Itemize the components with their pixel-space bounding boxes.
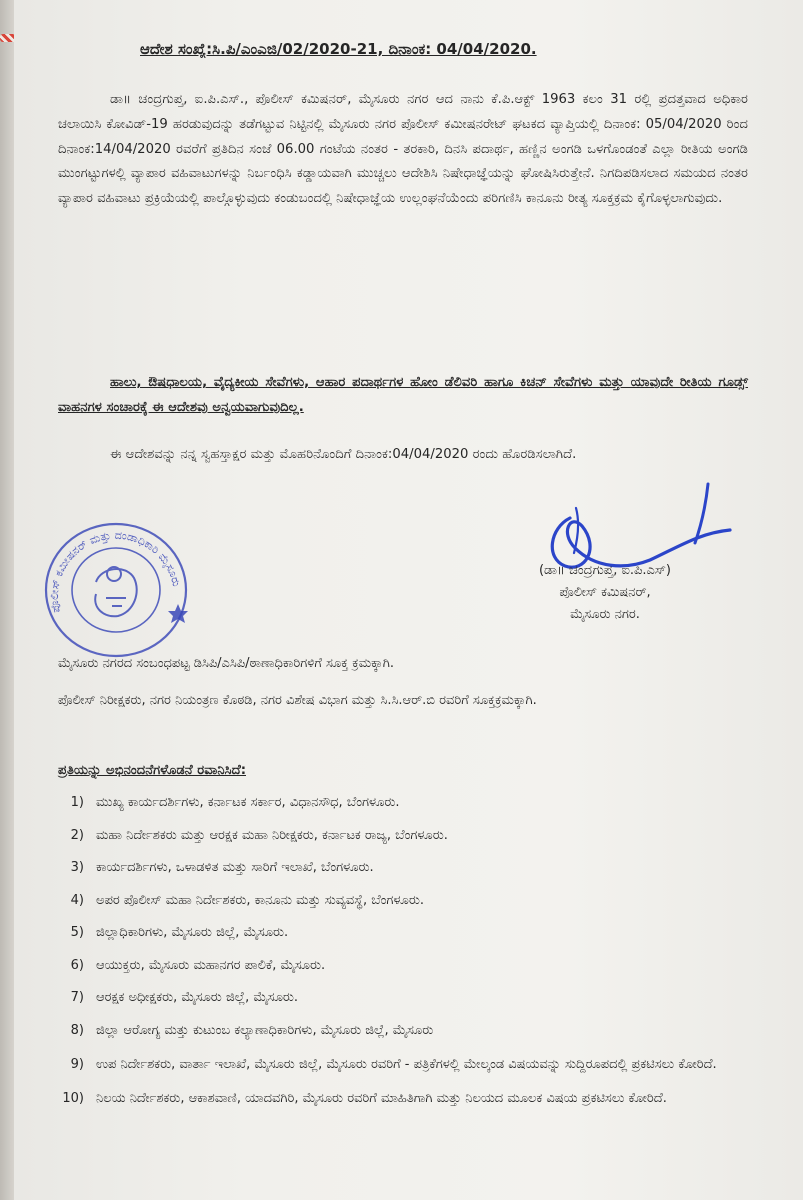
signatory-place: ಮೈಸೂರು ನಗರ. (570, 607, 640, 622)
list-item: 10) ನಿಲಯ ನಿರ್ದೇಶಕರು, ಆಕಾಶವಾಣಿ, ಯಾದವಗಿರಿ, ಮೈಸೂರು ರವರಿಗೆ ಮಾಹಿತಿಗಾಗಿ ಮತ್ತು ನಿಲಯದ ಮೂಲಕ ವಿಷಯ ಪ್ರಕಟಿಸಲು ಕೋರಿದೆ. (62, 1091, 667, 1106)
cc-line-1: ಮೈಸೂರು ನಗರದ ಸಂಬಂಧಪಟ್ಟ ಡಿಸಿಪಿ/ಎಸಿಪಿ/ಠಾಣಾಧಿಕಾರಿಗಳಿಗೆ ಸೂಕ್ತ ಕ್ರಮಕ್ಕಾಗಿ. (58, 656, 394, 671)
list-item: 4) ಅಪರ ಪೊಲೀಸ್ ಮಹಾ ನಿರ್ದೇಶಕರು, ಕಾನೂನು ಮತ್ತು ಸುವ್ಯವಸ್ಥೆ, ಬೆಂಗಳೂರು. (70, 892, 424, 908)
list-item: 6) ಆಯುಕ್ತರು, ಮೈಸೂರು ಮಹಾನಗರ ಪಾಲಿಕೆ, ಮೈಸೂರು. (70, 957, 326, 973)
order-paragraph-1: ಡಾ॥ ಚಂದ್ರಗುಪ್ತ, ಐ.ಪಿ.ಎಸ್., ಪೊಲೀಸ್ ಕಮಿಷನರ್, ಮೈಸೂರು ನಗರ ಆದ ನಾನು ಕೆ.ಪಿ.ಆಕ್ಟ್ 1963 ಕಲಂ 31 ರಲ್ಲಿ ಪ್ರದತ್ತವಾದ ಅಧಿಕಾರ ಚಲಾಯಿಸಿ ಕೋವಿಡ್-19 ಹರಡುವುದನ್ನು ತಡೆಗಟ್ಟುವ ನಿಟ್ಟಿನಲ್ಲಿ ಮೈಸೂರು ನಗರ ಪೊಲೀಸ್ ಕಮೀಷನರೇಟ್ ಘಟಕದ ವ್ಯಾಪ್ತಿಯಲ್ಲಿ ದಿನಾಂಕ: 05/04/2020 ರಿಂದ ದಿನಾಂಕ:14/04/2020 ರವರೆಗೆ ಪ್ರತಿದಿನ ಸಂಜೆ 06.00 ಗಂಟೆಯ ನಂತರ - ತರಕಾರಿ, ದಿನಸಿ ಪದಾರ್ಥ, ಹಣ್ಣಿನ ಅಂಗಡಿ ಒಳಗೊಂಡಂತೆ ಎಲ್ಲಾ ರೀತಿಯ ಅಂಗಡಿ ಮುಂಗಟ್ಟುಗಳಲ್ಲಿ ವ್ಯಾಪಾರ ವಹಿವಾಟುಗಳನ್ನು ನಿರ್ಬಂಧಿಸಿ ಕಡ್ಡಾಯವಾಗಿ ಮುಚ್ಚಲು ಆದೇಶಿಸಿ ನಿಷೇಧಾಜ್ಞೆಯನ್ನು ಘೋಷಿಸಿರುತ್ತೇನೆ. ನಿಗದಿಪಡಿಸಲಾದ ಸಮಯದ ನಂತರ ವ್ಯಾಪಾರ ವಹಿವಾಟು ಪ್ರಕ್ರಿಯೆಯಲ್ಲಿ ಪಾಲ್ಗೊಳ್ಳುವುದು ಕಂಡುಬಂದಲ್ಲಿ ನಿಷೇಧಾಜ್ಞೆಯ ಉಲ್ಲಂಘನೆಯೆಂದು ಪರಿಗಣಿಸಿ ಕಾನೂನು ರೀತ್ಯ ಸೂಕ್ತಕ್ರಮ ಕೈಗೊಳ್ಳಲಾಗುವುದು. (58, 92, 748, 207)
cc-line-2: ಪೊಲೀಸ್ ನಿರೀಕ್ಷಕರು, ನಗರ ನಿಯಂತ್ರಣ ಕೊಠಡಿ, ನಗರ ವಿಶೇಷ ವಿಭಾಗ ಮತ್ತು ಸಿ.ಸಿ.ಆರ್.ಬಿ ರವರಿಗೆ ಸೂಕ್ತಕ್ರಮಕ್ಕಾಗಿ. (58, 693, 537, 708)
list-item: 5) ಜಿಲ್ಲಾಧಿಕಾರಿಗಳು, ಮೈಸೂರು ಜಿಲ್ಲೆ, ಮೈಸೂರು. (70, 925, 289, 940)
order-heading: ಆದೇಶ ಸಂಖ್ಯೆ:ಸಿ.ಪಿ/ಎಂಎಜಿ/02/2020-21, ದಿನಾಂಕ: 04/04/2020. (140, 40, 537, 58)
seal-text: ಪೊಲೀಸ್ ಕಮೀಷನರ್ ಮತ್ತು ದಂಡಾಧಿಕಾರಿ ಮೈಸೂರು (47, 528, 184, 614)
signatory-name: (ಡಾ॥ ಚಂದ್ರಗುಪ್ತ, ಐ.ಪಿ.ಎಸ್) (538, 563, 672, 578)
copies-list (58, 792, 758, 1120)
list-item: 2) ಮಹಾ ನಿರ್ದೇಶಕರು ಮತ್ತು ಆರಕ್ಷಕ ಮಹಾ ನಿರೀಕ್ಷಕರು, ಕರ್ನಾಟಕ ರಾಜ್ಯ, ಬೆಂಗಳೂರು. (70, 827, 448, 843)
signatory-designation: ಪೊಲೀಸ್ ಕಮಿಷನರ್, (559, 585, 651, 600)
list-item: 8) ಜಿಲ್ಲಾ ಆರೋಗ್ಯ ಮತ್ತು ಕುಟುಂಬ ಕಲ್ಯಾಣಾಧಿಕಾರಿಗಳು, ಮೈಸೂರು ಜಿಲ್ಲೆ, ಮೈಸೂರು (70, 1022, 434, 1038)
order-paragraph-3: ಈ ಆದೇಶವನ್ನು ನನ್ನ ಸ್ವಹಸ್ತಾಕ್ಷರ ಮತ್ತು ಮೊಹರಿನೊಂದಿಗೆ ದಿನಾಂಕ:04/04/2020 ರಂದು ಹೊರಡಿಸಲಾಗಿದೆ. (110, 447, 577, 462)
list-item: 9) ಉಪ ನಿರ್ದೇಶಕರು, ವಾರ್ತಾ ಇಲಾಖೆ, ಮೈಸೂರು ಜಿಲ್ಲೆ, ಮೈಸೂರು ರವರಿಗೆ - ಪತ್ರಿಕೆಗಳಲ್ಲಿ ಮೇಲ್ಕಂಡ ವಿಷಯವನ್ನು ಸುದ್ದಿರೂಪದಲ್ಲಿ ಪ್ರಕಟಿಸಲು ಕೋರಿದೆ. (70, 1057, 717, 1072)
paper-edge (0, 0, 14, 1200)
exemptions-text: ಹಾಲು, ಔಷಧಾಲಯ, ವೈದ್ಯಕೀಯ ಸೇವೆಗಳು, ಆಹಾರ ಪದಾರ್ಥಗಳ ಹೋಂ ಡೆಲಿವರಿ ಹಾಗೂ ಕಿಚನ್ ಸೇವೆಗಳು ಮತ್ತು ಯಾವುದೇ ರೀತಿಯ ಗೂಡ್ಸ್ ವಾಹನಗಳ ಸಂಚಾರಕ್ಕೆ ಈ ಆದೇಶವು ಅನ್ವಯವಾಗುವುದಿಲ್ಲ. (58, 375, 748, 415)
signatory-block (505, 560, 705, 626)
order-paragraph-2 (58, 371, 748, 433)
official-seal-icon (26, 512, 196, 662)
list-item: 3) ಕಾರ್ಯದರ್ಶಿಗಳು, ಒಳಾಡಳಿತ ಮತ್ತು ಸಾರಿಗೆ ಇಲಾಖೆ, ಬೆಂಗಳೂರು. (70, 860, 374, 875)
list-item: 7) ಆರಕ್ಷಕ ಅಧೀಕ್ಷಕರು, ಮೈಸೂರು ಜಿಲ್ಲೆ, ಮೈಸೂರು. (70, 990, 299, 1005)
list-item: 1) ಮುಖ್ಯ ಕಾರ್ಯದರ್ಶಿಗಳು, ಕರ್ನಾಟಕ ಸರ್ಕಾರ, ವಿಧಾನಸೌಧ, ಬೆಂಗಳೂರು. (70, 795, 400, 810)
copies-title: ಪ್ರತಿಯನ್ನು ಅಭಿನಂದನೆಗಳೊಡನೆ ರವಾನಿಸಿದೆ: (58, 763, 246, 778)
